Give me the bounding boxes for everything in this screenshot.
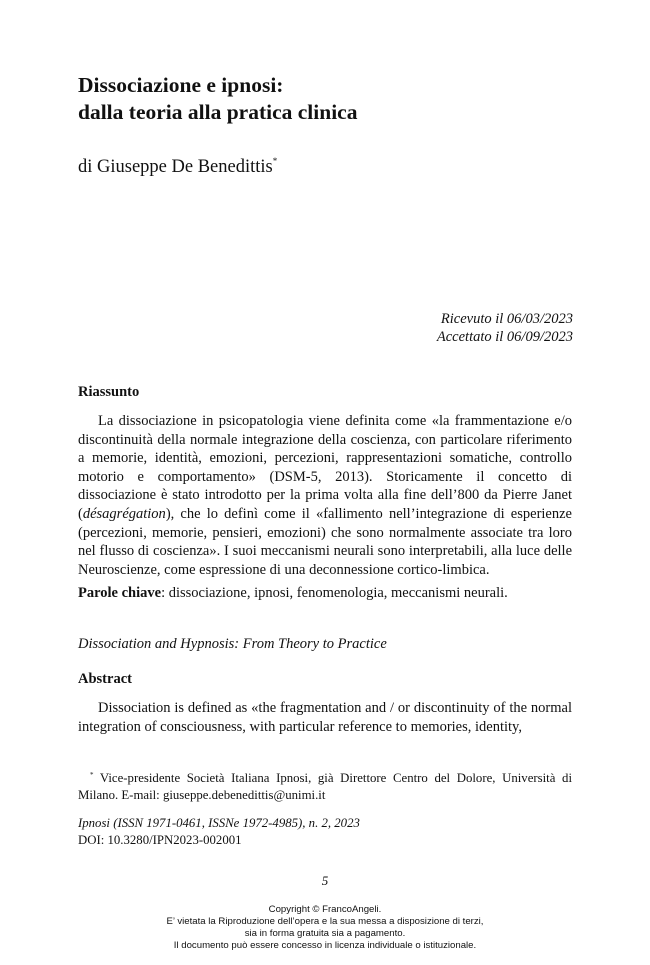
title-line-1: Dissociazione e ipnosi:: [78, 73, 284, 97]
accepted-date: Accettato il 06/09/2023: [436, 329, 573, 345]
footnote-text: Vice-presidente Società Italiana Ipnosi, già Direttore Centro del Dolore, Università di Milano. E-mail: giuseppe.debenedittis@unimi.it: [78, 771, 572, 802]
footnote-mark: *: [90, 771, 94, 779]
copyright-line-3: sia in forma gratuita sia a pagamento.: [244, 928, 406, 939]
article-dates: [437, 310, 573, 346]
title-line-2: dalla teoria alla pratica clinica: [78, 100, 358, 124]
keywords-text: : dissociazione, ipnosi, fenomenologia, meccanismi neurali.: [161, 585, 508, 601]
abstract-text: [78, 699, 572, 736]
author-footnote-mark: *: [272, 156, 278, 166]
journal-info: [78, 815, 360, 848]
page-number: 5: [321, 873, 329, 888]
english-title: Dissociation and Hypnosis: From Theory to Practice: [78, 636, 387, 652]
copyright-line-4: Il documento può essere concesso in licenza individuale o istituzionale.: [173, 940, 477, 951]
riassunto-text-italic: désagrégation: [82, 505, 166, 522]
received-date: Ricevuto il 06/03/2023: [440, 311, 573, 327]
riassunto-text-part-1: La dissociazione in psicopatologia viene definita come «la frammentazione e/o discontinuità della normale integrazione della coscienza, con particolare riferimento a memorie, identità, emozioni, percezioni, rappresentazioni somatiche, controllo motorio e comportamento» (DSM-5, 2013). Storicamente il concetto di dissociazione è stato introdotto per la prima volta alla fine dell’800 da Pierre Janet (: [78, 413, 572, 522]
keywords-label: Parole chiave: [78, 585, 162, 601]
copyright-line-1: Copyright © FrancoAngeli.: [268, 904, 382, 915]
copyright-line-2: E’ vietata la Riproduzione dell’opera e la sua messa a disposizione di terzi,: [166, 916, 484, 927]
author-line: [78, 150, 277, 178]
riassunto-text-part-2: ), che lo definì come il «fallimento nell’integrazione di esperienze (percezioni, memorie, pensieri, emozioni) che sono normalmente associate tra loro nel flusso di coscienza». I suoi meccanismi neurali sono interpretabili, alla luce delle Neuroscienze, come espressione di una deconnessione cortico-limbica.: [78, 505, 572, 578]
article-title: [78, 72, 598, 126]
footnote: [78, 767, 572, 803]
riassunto-text: [78, 412, 572, 579]
riassunto-heading: Riassunto: [78, 384, 140, 400]
author-name: di Giuseppe De Benedittis: [78, 157, 273, 177]
keywords: [78, 584, 572, 603]
abstract-heading: Abstract: [78, 671, 132, 687]
copyright-notice: [0, 904, 650, 952]
journal-citation: Ipnosi (ISSN 1971-0461, ISSNe 1972-4985), n. 2, 2023: [78, 816, 360, 830]
journal-doi: DOI: 10.3280/IPN2023-002001: [78, 832, 242, 847]
abstract-text-body: Dissociation is defined as «the fragmentation and / or discontinuity of the normal integration of consciousness, with particular reference to memories, identity,: [78, 700, 572, 735]
